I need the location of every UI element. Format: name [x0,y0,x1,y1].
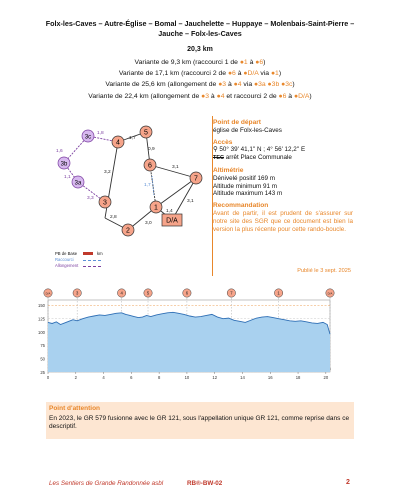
y-tick-label: 50 [40,356,45,362]
coords-text: 50° 39' 41,1'' N ; 4° 56' 12,2'' E [219,146,306,154]
svg-text:D/A: D/A [166,217,178,225]
tec-row [213,154,353,163]
dist-label: 3,1 [172,165,179,170]
route-distance: 20,3 km [187,46,213,53]
node-7 [190,172,202,184]
legend-line [83,260,101,263]
dist-label: 1,4 [166,209,173,214]
extension-lines [64,136,118,202]
node-2 [122,224,134,236]
dist-label: 1,7 [144,183,151,188]
node-3 [99,196,111,208]
alt-heading: Altimétrie [213,166,244,174]
marker-label: 5 [146,290,150,296]
x-tick-label: 4 [102,375,105,380]
node-3c [82,130,94,142]
marker-label: 1 [277,290,280,296]
depart-text: église de Folx-les-Caves [213,126,282,134]
alt-min: Altitude minimum 91 m [213,182,278,190]
x-tick-label: 16 [267,375,273,380]
svg-text:3b: 3b [60,161,68,168]
x-tick-label: 0 [46,375,50,380]
dist-label: 1,1 [64,175,71,180]
reco-text: Avant de partir, il est prudent de s'assurer sur notre site des SGR que ce document est bien la version la plus récente pour cette rando-boucle. [213,209,353,233]
svg-text:4: 4 [116,139,120,147]
attention-title: Point d'attention [49,405,101,412]
svg-text:3: 3 [103,199,107,207]
attention-body: En 2023, le GR 579 fusionne avec le GR 121, sous l'appellation unique GR 121, comme reprise dans ce descriptif. [49,415,350,430]
dist-label: 1,8 [97,131,104,136]
marker-label: D/A [45,291,51,296]
dist-label: 1,7 [129,136,136,141]
node-start-finish [162,214,182,226]
footer-organization: Les Sentiers de Grande Randonnée asbl [49,480,164,487]
y-tick-label: 150 [38,303,45,309]
location-pin-icon: ⚲ [213,146,218,154]
x-tick-label: 8 [157,375,161,380]
info-panel [213,117,353,233]
variant-2: Variante de 17,1 km (raccourci 2 de ●6 à ●D/A via ●1) [118,70,282,78]
route-schematic [44,116,214,246]
dist-label: 0,9 [148,147,155,152]
acces-heading: Accès [213,138,233,146]
alt-max: Altitude maximum 143 m [213,190,283,198]
x-tick-label: 18 [295,375,301,380]
marker-label: 3 [76,290,79,296]
published-date: Publié le 3 sept. 2025 [297,268,351,274]
x-tick-label: 12 [212,375,218,380]
route-title-line2: Jauche – Folx-les-Caves [158,28,242,38]
y-tick-label: 100 [38,329,45,335]
x-tick-label: 20 [323,375,329,380]
coords-row [213,146,353,154]
route-title-line1: Folx-les-Caves – Autre-Église – Bomal – Jauchelette – Huppaye – Molenbais-Saint-Pierre – [45,19,355,28]
node-5 [140,126,152,138]
variant-4: Variante de 22,4 km (allongement de ●3 à ●4 et raccourci 2 de ●6 à ●D/A) [88,92,312,100]
svg-text:3c: 3c [84,134,92,141]
route-title [10,19,390,38]
node-3b [58,157,70,169]
attention-box [46,402,354,439]
marker-label: 6 [185,290,189,296]
svg-text:7: 7 [194,175,198,183]
dist-label: 2,8 [110,215,117,220]
marker-label: 7 [230,290,233,296]
tec-bus-icon: TEC [213,155,224,162]
dist-label: 1,6 [56,149,63,154]
reco-heading: Recommandation [213,202,269,210]
footer-code: RB®-BW-02 [187,480,223,487]
depart-heading: Point de départ [213,119,261,126]
svg-text:3a: 3a [74,180,82,187]
node-6 [144,159,156,171]
tec-text: arrêt Place Communale [225,154,292,162]
legend-row-extension: Allongement [55,263,103,269]
variant-3: Variante de 25,6 km (allongement de ●3 à ●4 via ●3a ●3b ●3c) [105,81,295,89]
x-tick-label: 10 [184,375,190,380]
marker-label: D/A [327,291,333,296]
elevation-profile [30,282,342,386]
map-legend [55,251,103,269]
elevation-area [48,312,330,372]
svg-text:6: 6 [148,162,152,170]
y-tick-label: 125 [38,316,45,322]
svg-text:2: 2 [126,227,130,235]
x-tick-label: 2 [74,375,77,380]
dist-label: 3,0 [145,221,152,226]
svg-text:5: 5 [144,129,148,137]
variants-list [0,57,400,102]
legend-line [83,266,101,269]
node-4 [112,136,124,148]
svg-text:1: 1 [154,204,158,212]
variant-1: Variante de 9,3 km (raccourci 1 de ●1 à ●6) [134,59,266,66]
node-3a [72,176,84,188]
page-number: 2 [346,479,350,486]
legend-swatch [83,252,93,255]
dist-label: 3,3 [87,196,94,201]
dist-label: 3,2 [104,170,111,175]
marker-label: 4 [120,290,123,296]
x-tick-label: 6 [130,375,133,380]
dist-label: 3,1 [187,199,194,204]
legend-row-shortcut: Raccourci [55,257,103,263]
x-tick-label: 14 [240,375,245,380]
y-tick-label: 75 [40,343,45,349]
alt-positive: Dénivelé positif 169 m [213,174,275,182]
map-nodes [58,126,202,236]
y-tick-label: 25 [40,369,45,375]
node-1 [150,201,162,213]
legend-row-base: PB de Base km [55,251,103,256]
